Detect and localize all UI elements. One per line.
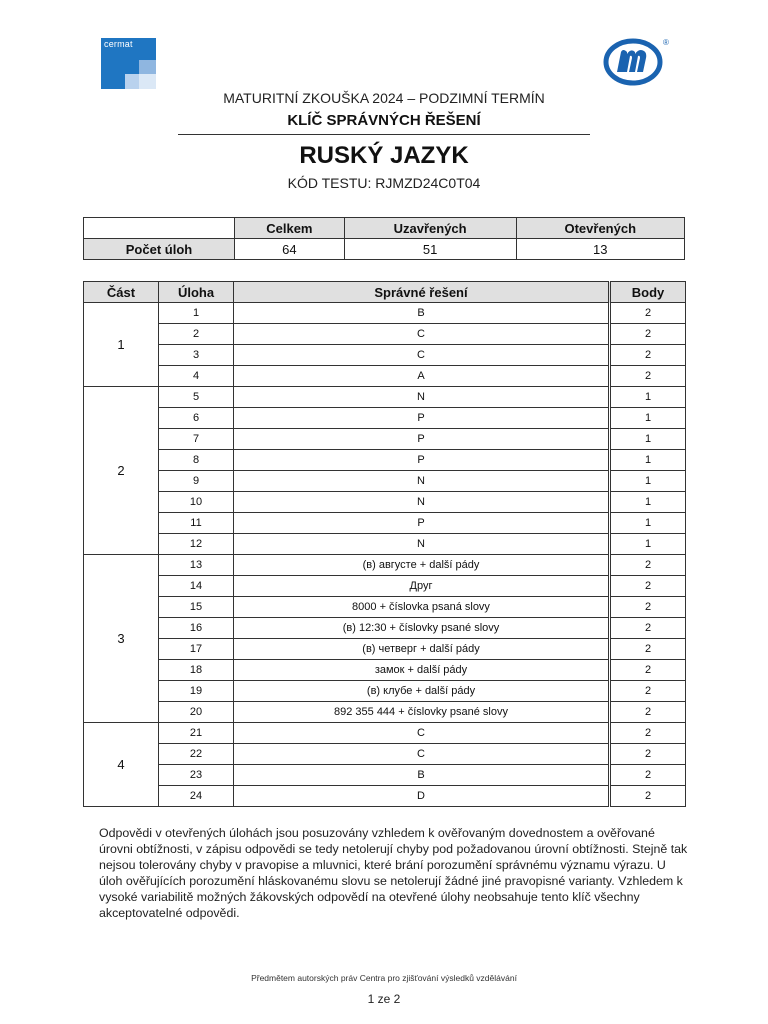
task-cell: 20 [159,702,234,723]
points-cell: 1 [610,471,686,492]
table-row [84,555,686,576]
table-row [84,702,686,723]
answer-cell: C [234,744,610,765]
table-row [84,345,686,366]
answer-cell: Друг [234,576,610,597]
summary-header-total: Celkem [235,218,345,239]
table-row [84,408,686,429]
points-cell: 2 [610,576,686,597]
table-row [84,618,686,639]
task-cell: 19 [159,681,234,702]
summary-total: 64 [235,239,345,260]
table-row [84,324,686,345]
answer-cell: P [234,408,610,429]
points-cell: 1 [610,408,686,429]
task-cell: 1 [159,303,234,324]
answer-cell: D [234,786,610,807]
task-cell: 2 [159,324,234,345]
table-row [84,765,686,786]
table-row [84,534,686,555]
answer-cell: C [234,345,610,366]
table-row [84,744,686,765]
table-row [84,681,686,702]
table-row [84,513,686,534]
points-cell: 2 [610,702,686,723]
table-row [84,639,686,660]
points-cell: 2 [610,597,686,618]
key-subtitle: KLÍČ SPRÁVNÝCH ŘEŠENÍ [287,112,481,129]
header-points: Body [610,282,686,303]
answer-cell: N [234,471,610,492]
table-row [84,303,686,324]
task-cell: 8 [159,450,234,471]
answer-cell: B [234,765,610,786]
part-cell: 2 [84,387,159,555]
table-row [84,492,686,513]
task-cell: 22 [159,744,234,765]
task-cell: 6 [159,408,234,429]
table-row [84,576,686,597]
answer-cell: (в) 12:30 + číslovky psané slovy [234,618,610,639]
points-cell: 2 [610,639,686,660]
task-cell: 21 [159,723,234,744]
answer-key-body [84,303,686,807]
exam-name: MATURITNÍ ZKOUŠKA 2024 – PODZIMNÍ TERMÍN [223,90,545,106]
table-row [84,660,686,681]
task-cell: 13 [159,555,234,576]
points-cell: 1 [610,534,686,555]
answer-cell: замок + další pády [234,660,610,681]
part-cell: 1 [84,303,159,387]
summary-header-closed: Uzavřených [344,218,516,239]
header-answer: Správné řešení [234,282,610,303]
table-row [84,387,686,408]
table-row [84,723,686,744]
task-cell: 15 [159,597,234,618]
answer-cell: 892 355 444 + číslovky psané slovy [234,702,610,723]
answer-key-table [83,281,686,807]
summary-open: 13 [516,239,684,260]
copyright-footer: Předmětem autorských práv Centra pro zjišťování výsledků vzdělávání [251,973,517,983]
points-cell: 2 [610,786,686,807]
cermat-logo [101,38,156,89]
answer-cell: P [234,450,610,471]
header-part: Část [84,282,159,303]
answer-cell: C [234,324,610,345]
part-cell: 4 [84,723,159,807]
header-rule [178,134,590,135]
points-cell: 2 [610,366,686,387]
points-cell: 1 [610,387,686,408]
header-task: Úloha [159,282,234,303]
task-cell: 18 [159,660,234,681]
answer-cell: P [234,429,610,450]
points-cell: 2 [610,303,686,324]
summary-row-label: Počet úloh [84,239,235,260]
points-cell: 1 [610,513,686,534]
points-cell: 1 [610,450,686,471]
task-cell: 11 [159,513,234,534]
points-cell: 1 [610,492,686,513]
task-cell: 16 [159,618,234,639]
page-title: RUSKÝ JAZYK [299,142,469,169]
answer-cell: N [234,534,610,555]
answer-cell: N [234,492,610,513]
points-cell: 2 [610,660,686,681]
task-cell: 10 [159,492,234,513]
answer-cell: (в) августе + další pády [234,555,610,576]
task-cell: 9 [159,471,234,492]
answer-cell: (в) четверг + další pády [234,639,610,660]
table-row [84,597,686,618]
task-cell: 23 [159,765,234,786]
task-cell: 24 [159,786,234,807]
ministry-m-logo [603,36,671,86]
points-cell: 2 [610,723,686,744]
answer-cell: N [234,387,610,408]
part-cell: 3 [84,555,159,723]
answer-cell: P [234,513,610,534]
registered-mark: ® [663,38,669,47]
summary-table [83,217,685,260]
answer-cell: C [234,723,610,744]
points-cell: 2 [610,618,686,639]
summary-closed: 51 [344,239,516,260]
task-cell: 7 [159,429,234,450]
points-cell: 2 [610,555,686,576]
task-cell: 5 [159,387,234,408]
evaluation-note: Odpovědi v otevřených úlohách jsou posuzovány vzhledem k ověřovaným dovednostem a ověřované úrovni obtížnosti, v zápisu odpovědi se tedy netolerují chyby pod požadovanou úrovní obtížnosti. Stejně tak nejsou tolerovány chyby v pravopise a mluvnici, které brání porozumění správnému významu výrazu. U úloh ověřujících porozumění hláskovanému slovu se netolerují žádné jiné pravopisné varianty. Vzhledem k vysoké variabilitě možných žákovských odpovědí na otevřené úlohy neobsahuje tento klíč všechny akceptovatelné odpovědi. [99,826,688,920]
test-code: KÓD TESTU: RJMZD24C0T04 [287,175,481,191]
points-cell: 2 [610,744,686,765]
points-cell: 2 [610,324,686,345]
page-number: 1 ze 2 [367,992,401,1006]
table-row [84,429,686,450]
answer-cell: A [234,366,610,387]
table-row [84,450,686,471]
task-cell: 17 [159,639,234,660]
cermat-logo-text: cermat [104,39,133,49]
points-cell: 2 [610,765,686,786]
task-cell: 4 [159,366,234,387]
points-cell: 2 [610,345,686,366]
answer-cell: (в) клубе + další pády [234,681,610,702]
points-cell: 2 [610,681,686,702]
table-row [84,471,686,492]
summary-header-open: Otevřených [516,218,684,239]
points-cell: 1 [610,429,686,450]
task-cell: 14 [159,576,234,597]
task-cell: 12 [159,534,234,555]
answer-cell: 8000 + číslovka psaná slovy [234,597,610,618]
table-row [84,366,686,387]
task-cell: 3 [159,345,234,366]
table-row [84,786,686,807]
answer-cell: B [234,303,610,324]
